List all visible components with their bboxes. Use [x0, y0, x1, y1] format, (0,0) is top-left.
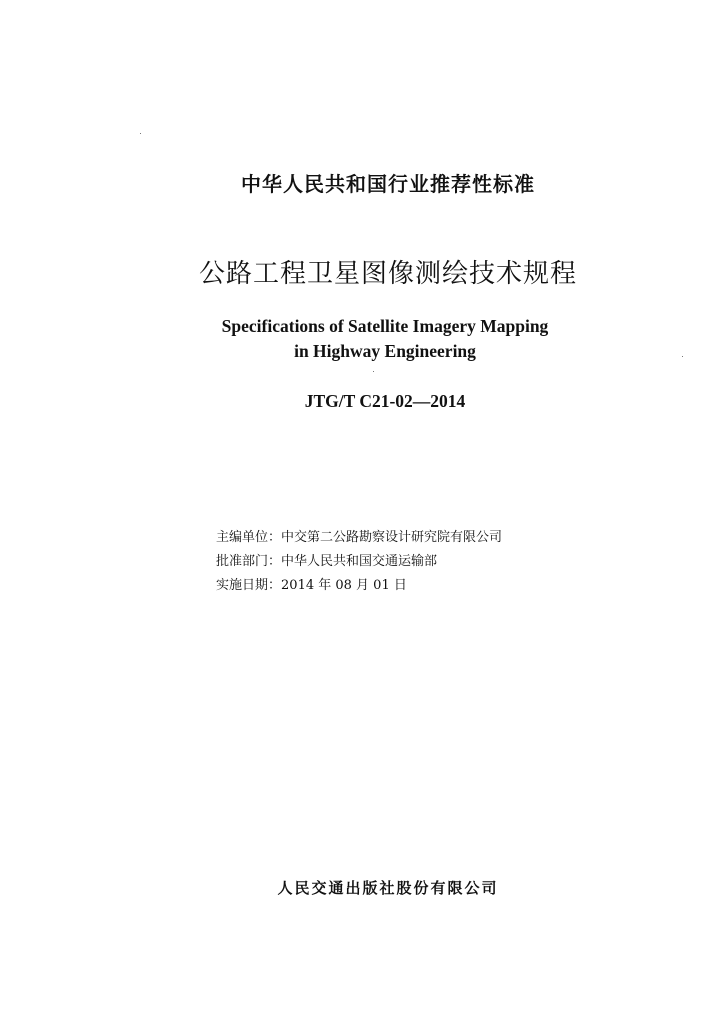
- info-value: 2014 年 08 月 01 日: [281, 578, 407, 593]
- info-row-approver: [216, 550, 502, 574]
- info-value: 中华人民共和国交通运输部: [281, 554, 438, 569]
- scan-speck: [140, 133, 141, 134]
- info-label: 批准部门: [216, 554, 269, 569]
- english-title: [0, 314, 724, 364]
- publisher-name: 人民交通出版社股份有限公司: [277, 879, 499, 897]
- standard-code: JTG/T C21-02—2014: [304, 391, 466, 411]
- publication-info: [216, 526, 502, 598]
- english-title-line-2: in Highway Engineering: [294, 341, 476, 361]
- standard-category: 中华人民共和国行业推荐性标准: [241, 172, 535, 196]
- info-row-editor: [216, 526, 502, 550]
- english-title-line-1: Specifications of Satellite Imagery Mapping: [221, 316, 549, 336]
- info-row-effective-date: [216, 574, 502, 598]
- info-separator: ：: [268, 578, 282, 593]
- scan-speck: [373, 371, 374, 372]
- chinese-title: 公路工程卫星图像测绘技术规程: [198, 259, 577, 289]
- info-label: 主编单位: [216, 530, 269, 545]
- info-label: 实施日期: [216, 578, 269, 593]
- info-separator: ：: [268, 554, 282, 569]
- info-value: 中交第二公路勘察设计研究院有限公司: [281, 530, 503, 545]
- info-separator: ：: [268, 530, 282, 545]
